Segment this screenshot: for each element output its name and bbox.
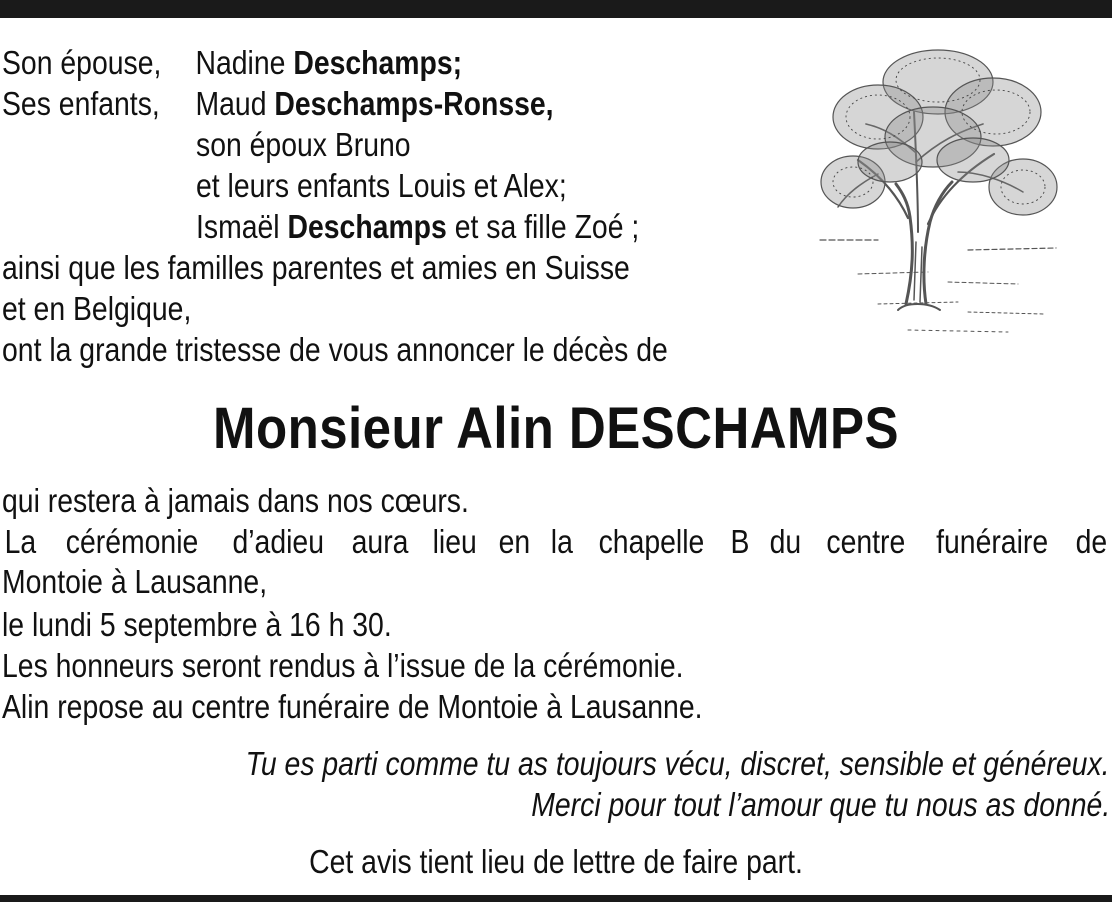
ceremony-word: centre <box>825 523 905 560</box>
child1-name <box>196 84 554 124</box>
tree-icon <box>818 42 1060 347</box>
children-label: Ses enfants, <box>2 85 160 122</box>
ceremony-word: cérémonie <box>65 523 198 560</box>
announcement-line: ont la grande tristesse de vous annoncer le décès de <box>2 331 668 368</box>
child1-spouse: son époux Bruno <box>196 126 411 163</box>
ceremony-word: la <box>550 523 573 560</box>
child2-line <box>196 207 639 247</box>
ceremony-word: de <box>1075 523 1108 560</box>
ceremony-word: chapelle <box>598 523 705 560</box>
repose-line: Alin repose au centre funéraire de Montoie à Lausanne. <box>2 688 703 725</box>
ceremony-line-1 <box>2 522 1110 562</box>
child2-last-name: Deschamps <box>287 208 447 245</box>
child1-kids: et leurs enfants Louis et Alex; <box>196 167 567 204</box>
child1-last-name: Deschamps-Ronsse, <box>274 85 554 122</box>
child2-rest: et sa fille Zoé ; <box>454 208 640 245</box>
spouse-first-name: Nadine <box>195 44 286 81</box>
relatives-line-2: et en Belgique, <box>2 290 192 327</box>
spouse-label: Son épouse, <box>2 44 162 81</box>
body-line-1: qui restera à jamais dans nos cœurs. <box>2 482 469 519</box>
quote-line-2: Merci pour tout l’amour que tu nous as donné. <box>531 786 1110 823</box>
closing-line: Cet avis tient lieu de lettre de faire part. <box>309 843 803 880</box>
ceremony-word: du <box>769 523 802 560</box>
ceremony-word: lieu <box>432 523 477 560</box>
relatives-line-1: ainsi que les familles parentes et amies en Suisse <box>2 249 630 286</box>
ceremony-word: funéraire <box>936 523 1049 560</box>
top-rule <box>0 0 1112 18</box>
spouse-name <box>196 43 463 83</box>
ceremony-date: le lundi 5 septembre à 16 h 30. <box>2 606 392 643</box>
deceased-name: Monsieur Alin DESCHAMPS <box>213 396 899 461</box>
ceremony-word: aura <box>351 523 409 560</box>
honours-line: Les honneurs seront rendus à l’issue de la cérémonie. <box>2 647 684 684</box>
bottom-rule <box>0 895 1112 902</box>
child1-first-name: Maud <box>195 85 267 122</box>
ceremony-word: d’adieu <box>231 523 324 560</box>
ceremony-word: B <box>730 523 750 560</box>
child2-first-name: Ismaël <box>196 208 280 245</box>
ceremony-word: La <box>4 523 37 560</box>
children-line <box>2 84 554 124</box>
quote-line-1: Tu es parti comme tu as toujours vécu, discret, sensible et généreux. <box>246 745 1110 782</box>
spouse-line <box>2 43 463 83</box>
ceremony-word: en <box>498 523 531 560</box>
spouse-last-name: Deschamps; <box>293 44 463 81</box>
ceremony-line-2: Montoie à Lausanne, <box>2 563 268 600</box>
